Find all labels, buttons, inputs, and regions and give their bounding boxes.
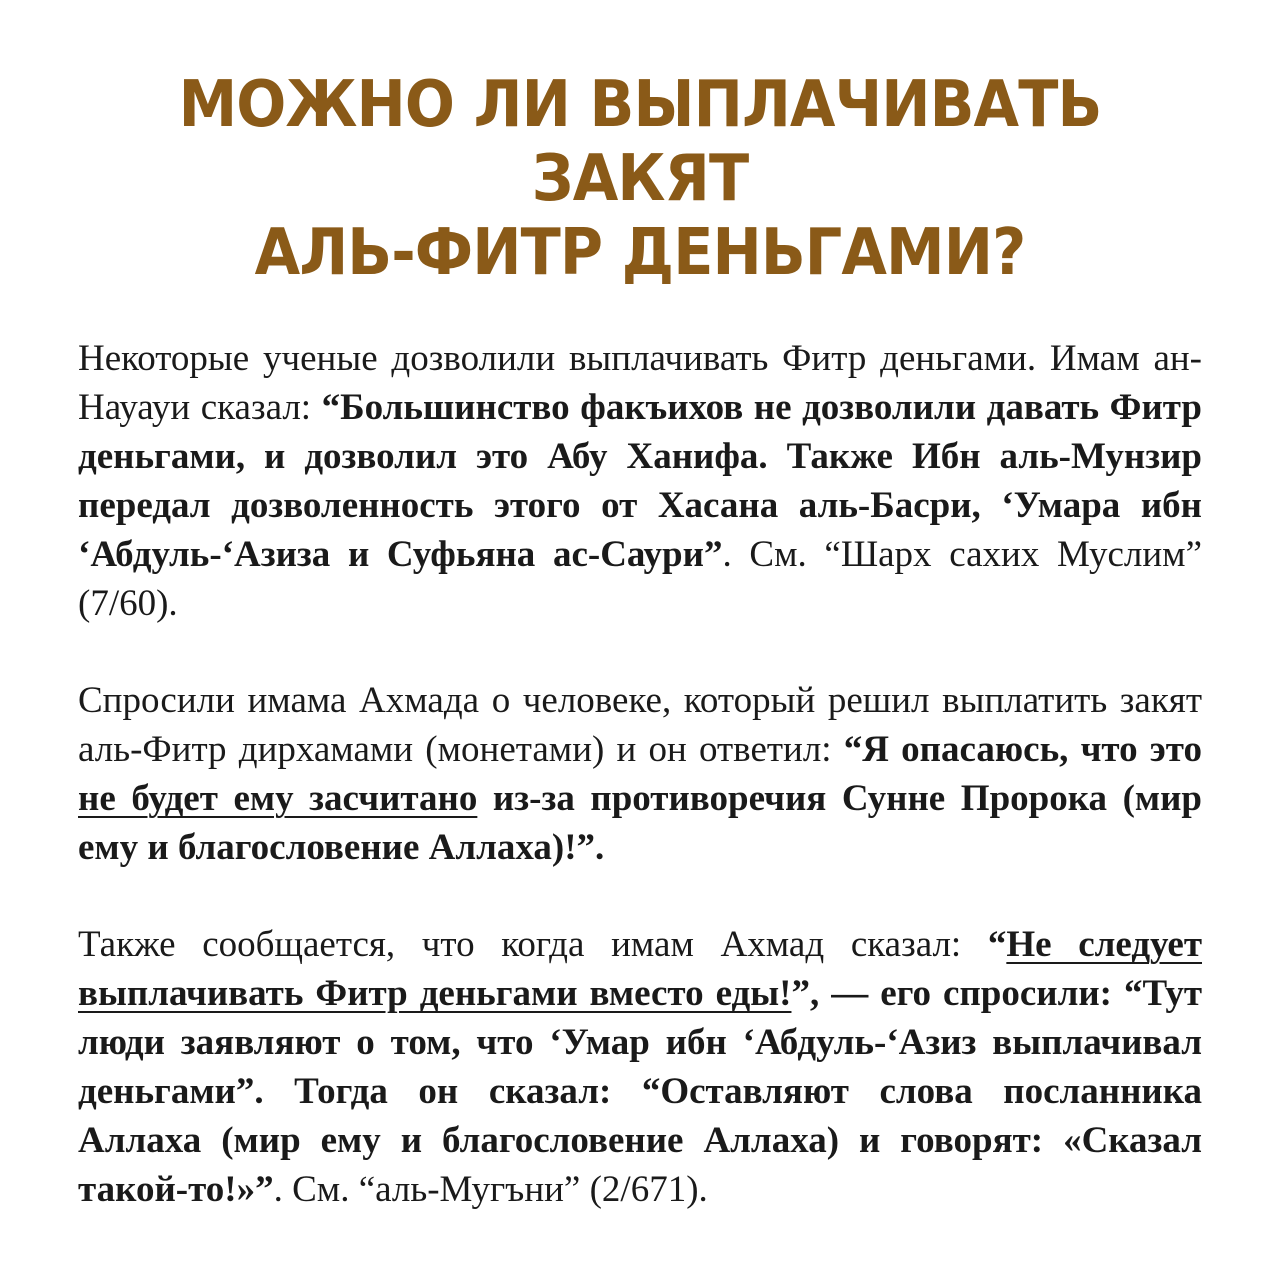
p2-quote-start: “Я опасаюсь, что это [843, 729, 1202, 770]
title-line-1: МОЖНО ЛИ ВЫПЛАЧИВАТЬ ЗАКЯТ [178, 68, 1102, 216]
paragraph-3 [78, 920, 1202, 1214]
p2-quote-underlined: не будет ему засчитано [78, 778, 478, 819]
p3-text: Также сообщается, что когда имам Ахмад сказал: [78, 924, 988, 965]
p1-source: . См. “Шарх сахих Муслим” (7/60). [78, 534, 1202, 624]
paragraph-2 [78, 676, 1202, 872]
p3-quote-underlined: Не следует выплачивать Фитр деньгами вместо еды! [78, 924, 1202, 1014]
paragraph-1 [78, 334, 1202, 628]
p3-quote: ”, — его спросили: “Тут люди заявляют о том, что ‘Умар ибн ‘Абдуль-‘Азиз выплачивал деньгами”. Тогда он сказал: “Оставляют слова посланника Аллаха (мир ему и благословение Аллаха) и говорят: «Сказал такой-то!»” [78, 973, 1202, 1210]
page-title [123, 0, 1157, 290]
p1-text: Некоторые ученые дозволили выплачивать Фитр деньгами. Имам ан-Науауи сказал: [78, 338, 1202, 428]
p1-quote: “Большинство факъихов не дозволили давать Фитр деньгами, и дозволил это Абу Ханифа. Также Ибн аль-Мунзир передал дозволенность этого от Хасана аль-Басри, ‘Умара ибн ‘Абдуль-‘Азиза и Суфьяна ас-Саури” [78, 387, 1202, 575]
p3-source: . См. “аль-Мугъни” (2/671). [273, 1169, 708, 1210]
p2-text: Спросили имама Ахмада о человеке, который решил выплатить закят аль-Фитр дирхамами (монетами) и он ответил: [78, 680, 1202, 770]
p2-quote-end: из-за противоречия Сунне Пророка (мир ему и благословение Аллаха)!”. [78, 778, 1202, 868]
title-line-2: АЛЬ-ФИТР ДЕНЬГАМИ? [254, 216, 1026, 290]
p3-open-quote: “ [987, 924, 1007, 965]
